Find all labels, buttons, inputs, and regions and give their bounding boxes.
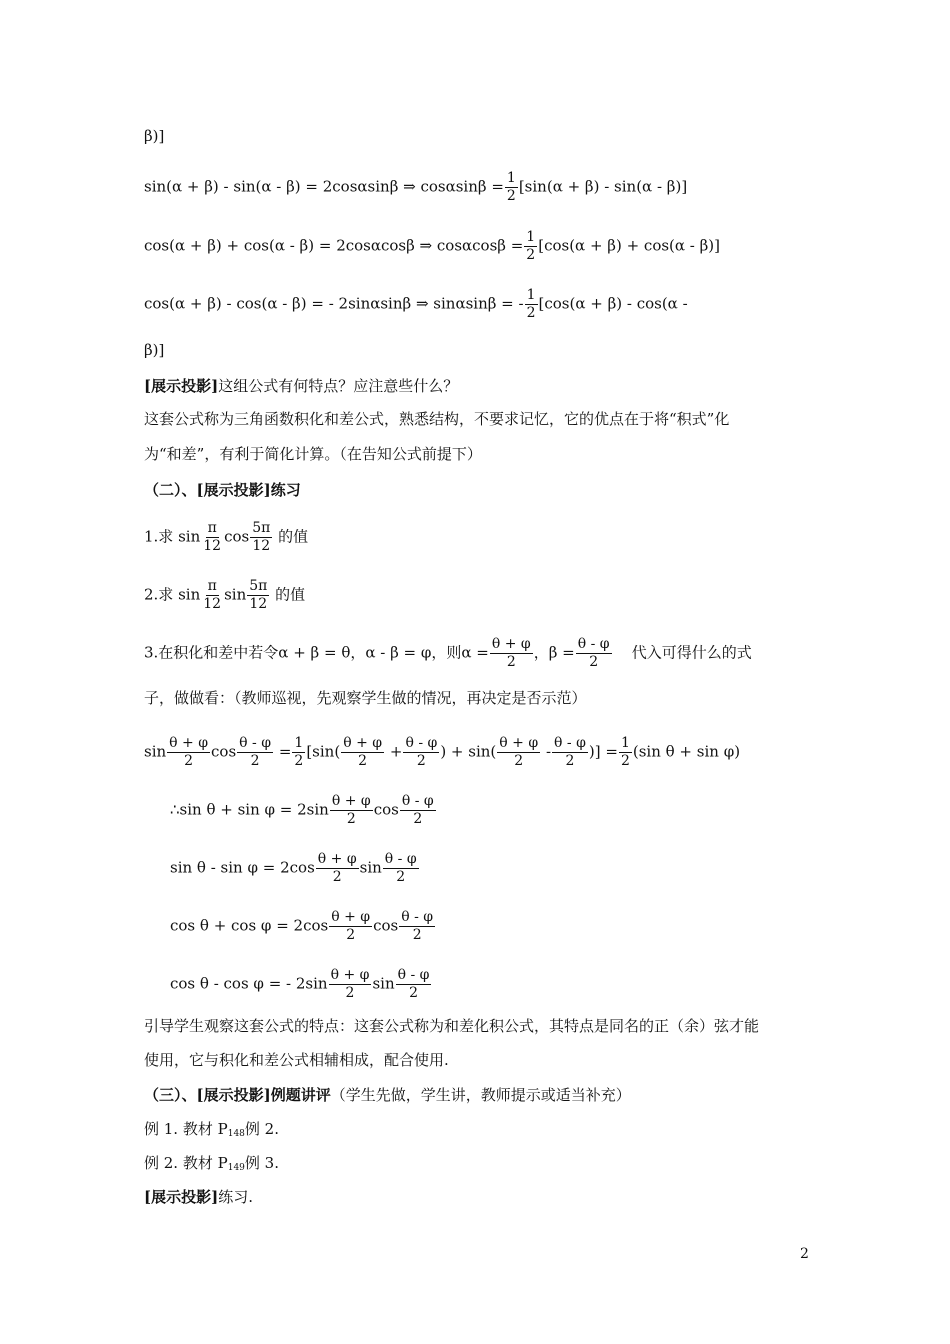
function-name: sin [359, 858, 382, 877]
denominator: 12 [252, 538, 271, 554]
numerator: θ - φ [397, 967, 430, 983]
formula-text: β)] [144, 341, 165, 359]
derivation-main [144, 735, 740, 770]
numerator: 1 [526, 229, 536, 245]
numerator: θ - φ [384, 851, 417, 867]
denominator: 2 [506, 188, 516, 204]
section-heading [144, 480, 301, 500]
numerator: 5π [249, 578, 268, 594]
paragraph-line [144, 688, 587, 708]
exercise-1 [144, 520, 308, 555]
denominator: 12 [249, 596, 268, 612]
fraction [497, 735, 540, 770]
fraction [490, 636, 533, 671]
formula-text: (sin θ + sin φ) [632, 742, 741, 761]
paragraph-text: 为“和差”，有利于简化计算。（在告知公式前提下） [144, 445, 482, 463]
sum-to-product-1 [170, 793, 437, 828]
formula-text: [cos(α + β) - cos(α - [538, 294, 688, 313]
section-heading [144, 1085, 631, 1105]
example-1 [144, 1119, 279, 1144]
numerator: 1 [506, 170, 516, 186]
numerator: θ + φ [343, 735, 383, 751]
denominator: 2 [250, 753, 260, 769]
formula-continuation [144, 340, 164, 360]
numerator: π [207, 520, 217, 536]
formula-text: cos(α + β) + cos(α - β) = 2cosαcosβ ⇒ cosαcosβ = [144, 236, 524, 255]
numerator: θ - φ [401, 909, 434, 925]
numerator: θ + φ [499, 735, 539, 751]
paragraph-text: 子，做做看：（教师巡视，先观察学生做的情况，再决定是否示范） [144, 689, 587, 707]
formula-text: ∴sin θ + sin φ = 2sin [170, 800, 329, 819]
fraction [250, 520, 272, 555]
denominator: 2 [589, 654, 599, 670]
exercise-2 [144, 578, 305, 613]
function-name: cos [224, 527, 250, 546]
heading-text: （三）、[展示投影]例题讲评 [144, 1086, 331, 1104]
operator: = [278, 742, 292, 761]
formula-continuation [144, 126, 164, 146]
denominator: 2 [346, 811, 356, 827]
function-name: cos [373, 916, 399, 935]
example-text: 例 1. 教材 P [144, 1120, 228, 1138]
denominator: 2 [294, 753, 304, 769]
fraction [292, 735, 305, 770]
numerator: 1 [620, 735, 630, 751]
function-name: cos [211, 742, 237, 761]
fraction [201, 520, 223, 555]
fraction [329, 967, 372, 1002]
denominator: 2 [620, 753, 630, 769]
operator: - [545, 742, 552, 761]
exercise-text: 代入可得什么的式 [631, 643, 752, 662]
fraction [247, 578, 269, 613]
function-name: sin [178, 585, 201, 604]
exercise-text: 1.求 [144, 527, 174, 546]
exercise-text: 的值 [278, 527, 309, 546]
fraction [237, 735, 273, 770]
closing-line [144, 1187, 253, 1207]
denominator: 12 [203, 538, 222, 554]
exercise-3 [144, 636, 752, 671]
function-name: sin [372, 974, 395, 993]
sum-to-product-3 [170, 909, 436, 944]
heading-text: （二）、[展示投影]练习 [144, 481, 301, 499]
function-name: [sin( [306, 742, 341, 761]
function-name: sin [224, 585, 247, 604]
exercise-text: 2.求 [144, 585, 174, 604]
formula-text: sin θ - sin φ = 2cos [170, 858, 315, 877]
closing-text: 练习. [218, 1188, 253, 1206]
denominator: 2 [332, 869, 342, 885]
denominator: 2 [358, 753, 368, 769]
numerator: 1 [526, 287, 536, 303]
denominator: 2 [526, 247, 536, 263]
denominator: 2 [413, 811, 423, 827]
fraction [341, 735, 384, 770]
fraction [383, 851, 419, 886]
fraction [524, 229, 537, 264]
formula-text: cos(α + β) - cos(α - β) = - 2sinαsinβ ⇒ sinαsinβ = - [144, 294, 524, 313]
numerator: θ + φ [169, 735, 209, 751]
projection-tag: [展示投影] [144, 1188, 219, 1206]
example-text: 例 3. [244, 1154, 279, 1172]
fraction [619, 735, 632, 770]
example-text: 例 2. [244, 1120, 279, 1138]
fraction [399, 909, 435, 944]
page-subscript: 148 [227, 1129, 245, 1139]
formula-text: β)] [144, 127, 165, 145]
function-name: ) + sin( [440, 742, 497, 761]
paragraph-text: 这套公式称为三角函数积化和差公式，熟悉结构，不要求记忆，它的优点在于将“积式”化 [144, 410, 730, 428]
denominator: 2 [565, 753, 575, 769]
sum-to-product-4 [170, 967, 432, 1002]
numerator: 1 [294, 735, 304, 751]
numerator: π [207, 578, 217, 594]
fraction [400, 793, 436, 828]
denominator: 2 [346, 927, 356, 943]
equation-label: α = [461, 643, 489, 662]
numerator: θ - φ [577, 636, 610, 652]
denominator: 2 [184, 753, 194, 769]
formula-text: cos θ - cos φ = - 2sin [170, 974, 328, 993]
formula-text: [sin(α + β) - sin(α - β)] [518, 177, 688, 196]
equation-label: β = [548, 643, 575, 662]
fraction [201, 578, 223, 613]
paragraph-line [144, 1050, 449, 1070]
operator: )] = [588, 742, 618, 761]
numerator: θ + φ [491, 636, 531, 652]
denominator: 2 [526, 305, 536, 321]
function-name: cos [373, 800, 399, 819]
fraction [330, 793, 373, 828]
fraction [552, 735, 588, 770]
denominator: 2 [412, 927, 422, 943]
numerator: θ - φ [239, 735, 272, 751]
paragraph-text: 使用，它与积化和差公式相辅相成，配合使用. [144, 1051, 449, 1069]
numerator: 5π [252, 520, 271, 536]
function-name: sin [144, 742, 167, 761]
fraction [316, 851, 359, 886]
fraction [576, 636, 612, 671]
formula-text: [cos(α + β) + cos(α - β)] [538, 236, 721, 255]
fraction [403, 735, 439, 770]
denominator: 2 [345, 985, 355, 1001]
page-subscript: 149 [227, 1163, 245, 1173]
fraction [505, 170, 518, 205]
paragraph-line [144, 444, 482, 464]
projection-tag: [展示投影] [144, 377, 219, 395]
formula-line-1 [144, 170, 687, 205]
exercise-text: 3.在积化和差中若令α + β = θ，α - β = φ，则 [144, 643, 462, 662]
denominator: 12 [203, 596, 222, 612]
sum-to-product-2 [170, 851, 420, 886]
formula-line-2 [144, 229, 720, 264]
denominator: 2 [409, 985, 418, 1001]
paragraph-text: 引导学生观察这套公式的特点：这套公式称为和差化积公式，其特点是同名的正（余）弦才能 [144, 1017, 760, 1035]
numerator: θ + φ [330, 967, 370, 983]
page-number: 2 [800, 1246, 809, 1262]
fraction [525, 287, 538, 322]
paragraph-line [144, 1016, 759, 1036]
denominator: 2 [416, 753, 426, 769]
denominator: 2 [396, 869, 406, 885]
denominator: 2 [506, 654, 516, 670]
heading-note: （学生先做，学生讲，教师提示或适当补充） [330, 1086, 631, 1104]
formula-text: cos θ + cos φ = 2cos [170, 916, 329, 935]
example-2 [144, 1153, 279, 1178]
exercise-text: 的值 [275, 585, 306, 604]
formula-line-3 [144, 287, 688, 322]
operator: + [389, 742, 403, 761]
formula-text: sin(α + β) - sin(α - β) = 2cosαsinβ ⇒ cosαsinβ = [144, 177, 504, 196]
fraction [167, 735, 210, 770]
numerator: θ + φ [317, 851, 357, 867]
denominator: 2 [514, 753, 524, 769]
function-name: sin [178, 527, 201, 546]
fraction [396, 967, 432, 1002]
separator: ， [533, 643, 549, 662]
numerator: θ - φ [401, 793, 434, 809]
numerator: θ + φ [331, 793, 371, 809]
numerator: θ - φ [405, 735, 438, 751]
fraction [329, 909, 372, 944]
discussion-question [144, 376, 458, 396]
numerator: θ + φ [331, 909, 371, 925]
example-text: 例 2. 教材 P [144, 1154, 228, 1172]
question-text: 这组公式有何特点？应注意些什么？ [218, 377, 459, 395]
paragraph-line [144, 409, 729, 429]
numerator: θ - φ [554, 735, 586, 751]
